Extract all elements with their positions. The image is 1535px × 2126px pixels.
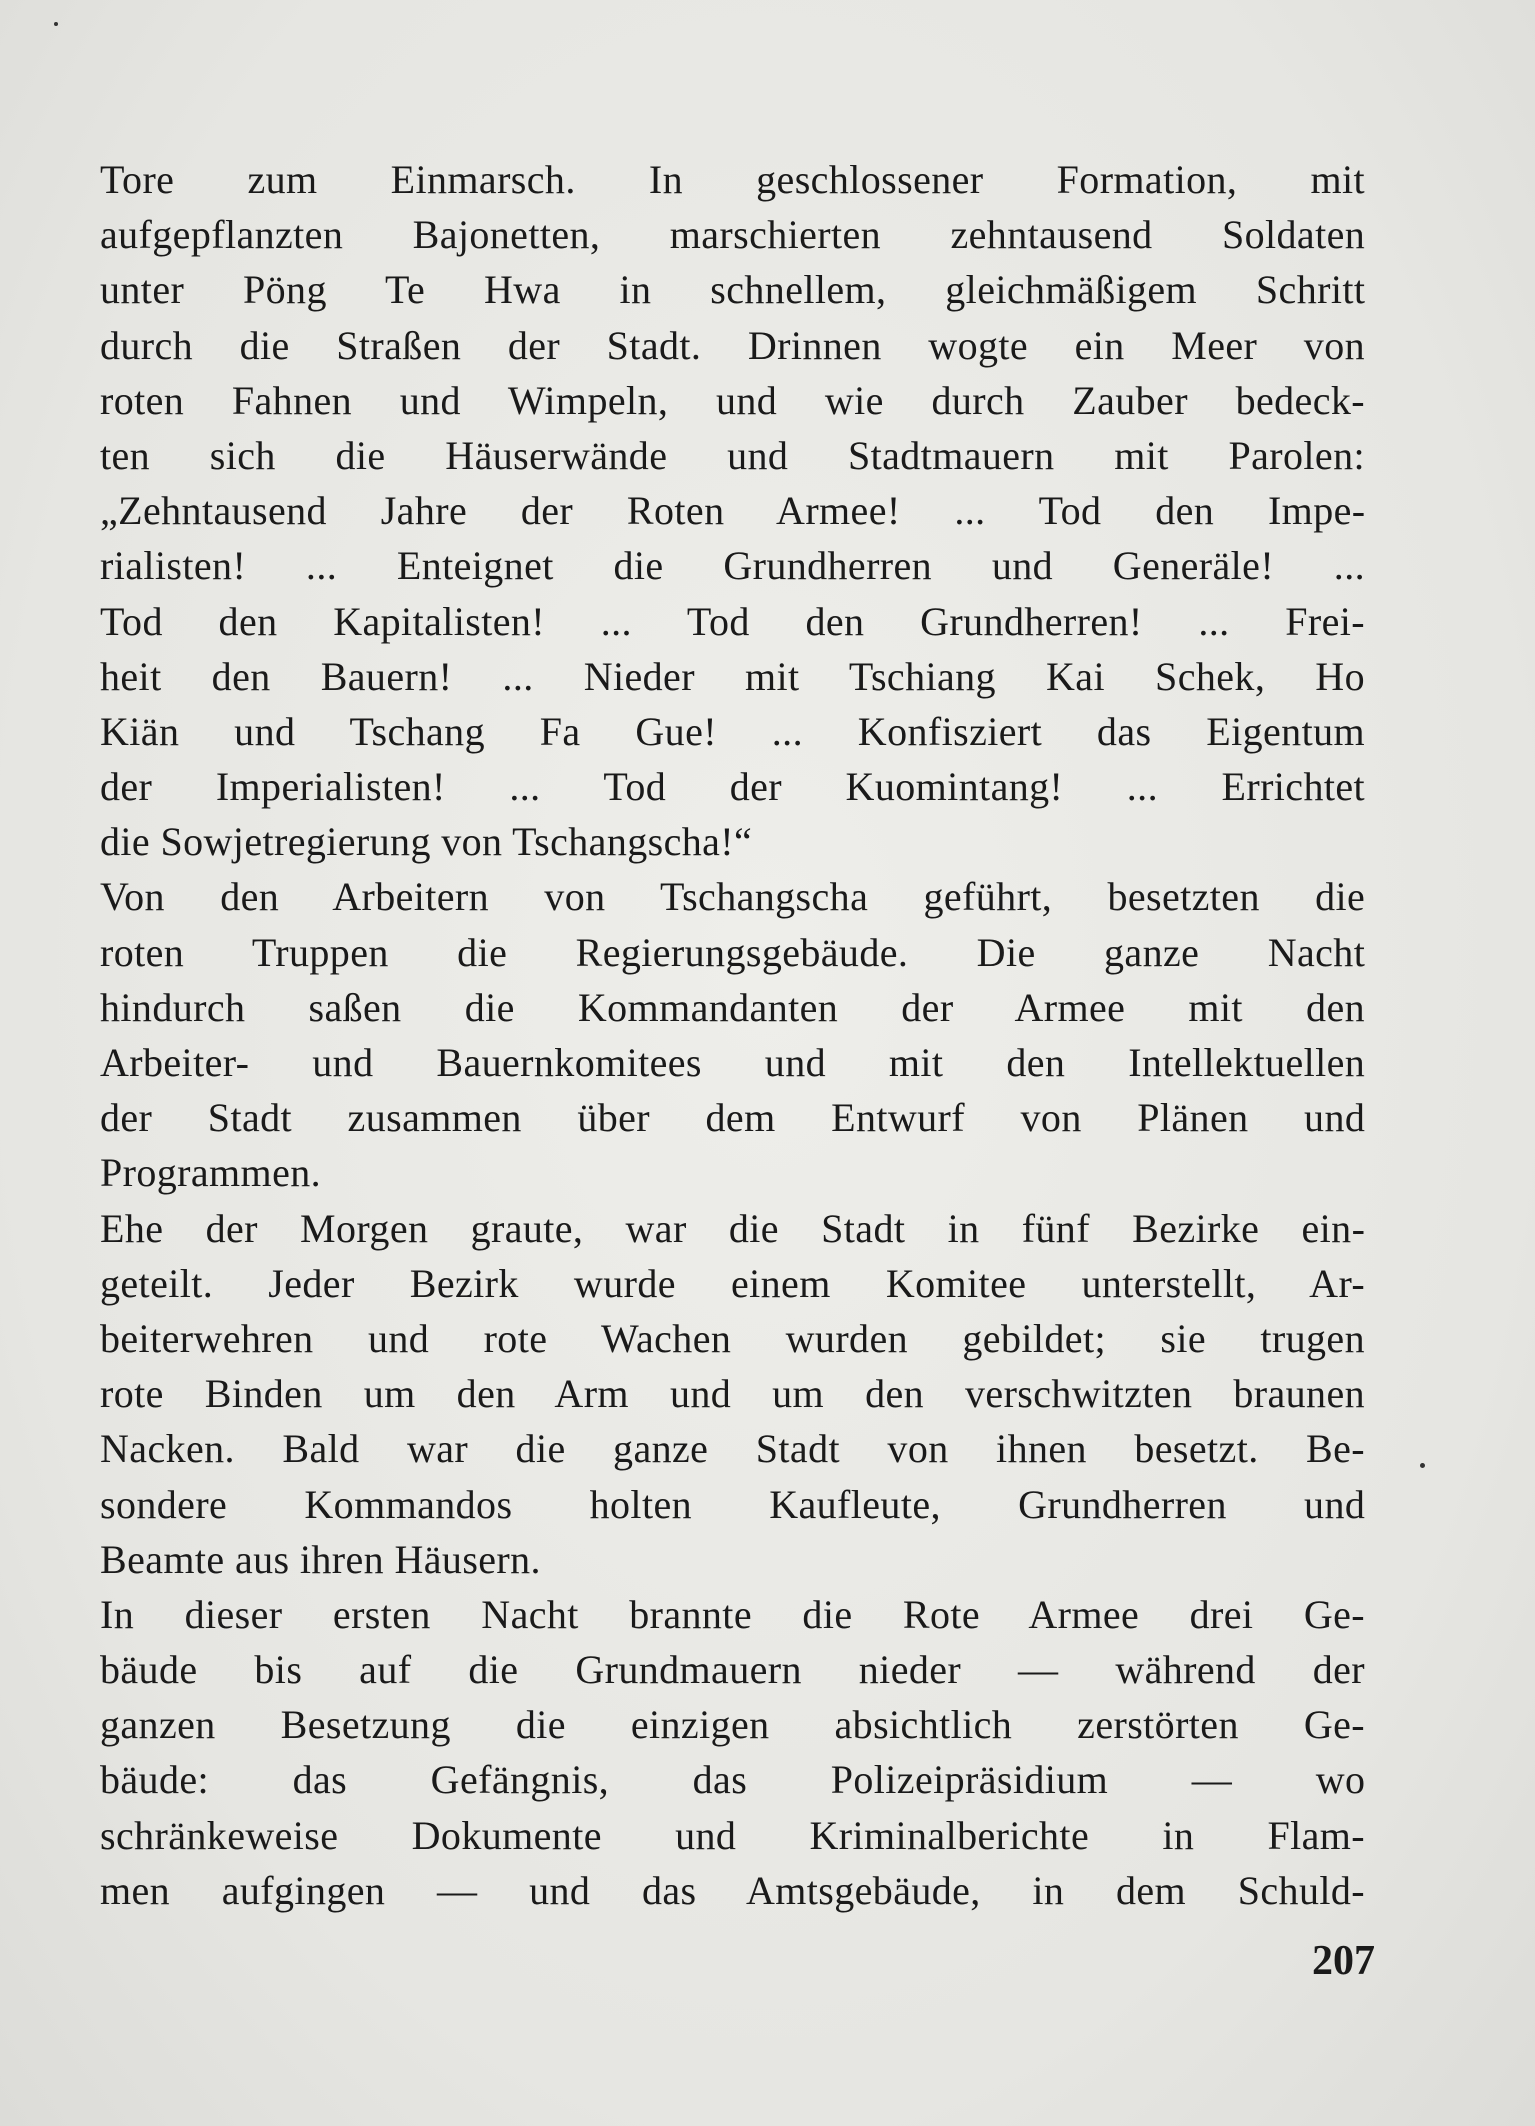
text-line: beiterwehren und rote Wachen wurden gebildet; sie trugen (100, 1315, 1365, 1361)
text-line: durch die Straßen der Stadt. Drinnen wogte ein Meer von (100, 322, 1365, 368)
text-line: Kiän und Tschang Fa Gue! ... Konfisziert das Eigentum (100, 708, 1365, 754)
text-line: Ehe der Morgen graute, war die Stadt in fünf Bezirke ein- (100, 1205, 1366, 1251)
text-line: hindurch saßen die Kommandanten der Armee mit den (100, 984, 1366, 1030)
text-line: roten Fahnen und Wimpeln, und wie durch Zauber bedeck- (100, 377, 1365, 423)
text-line: die Sowjetregierung von Tschangscha!“ (100, 819, 753, 865)
text-line: der Imperialisten! ... Tod der Kuomintang! ... Errichtet (100, 764, 1366, 810)
ink-speck (54, 22, 58, 26)
text-line: „Zehntausend Jahre der Roten Armee! ... Tod den Impe- (100, 488, 1366, 534)
text-line: der Stadt zusammen über dem Entwurf von Plänen und (100, 1095, 1366, 1141)
page-number: 207 (1312, 1938, 1375, 1984)
text-line: Von den Arbeitern von Tschangscha geführt, besetzten die (100, 874, 1366, 920)
text-line: Arbeiter- und Bauernkomitees und mit den Intellektuellen (100, 1040, 1366, 1085)
text-line: bäude bis auf die Grundmauern nieder — während der (100, 1647, 1366, 1693)
text-line: Nacken. Bald war die ganze Stadt von ihnen besetzt. Be- (100, 1426, 1365, 1472)
text-line: Tod den Kapitalisten! ... Tod den Grundherren! ... Frei- (100, 598, 1365, 644)
text-line: aufgepflanzten Bajonetten, marschierten zehntausend Soldaten (100, 212, 1366, 258)
text-line: roten Truppen die Regierungsgebäude. Die ganze Nacht (100, 929, 1366, 975)
text-line: heit den Bauern! ... Nieder mit Tschiang Kai Schek, Ho (100, 653, 1365, 699)
text-line: unter Pöng Te Hwa in schnellem, gleichmäßigem Schritt (100, 267, 1366, 313)
text-line: ganzen Besetzung die einzigen absichtlich zerstörten Ge- (100, 1702, 1365, 1748)
text-line: Beamte aus ihren Häusern. (100, 1536, 541, 1582)
text-line: Programmen. (100, 1150, 322, 1196)
text-line: bäude: das Gefängnis, das Polizeipräsidium — wo (100, 1757, 1366, 1803)
text-line: rote Binden um den Arm und um den verschwitzten braunen (100, 1371, 1365, 1417)
body-text (100, 152, 1365, 1918)
ink-speck (1420, 1463, 1425, 1468)
text-line: In dieser ersten Nacht brannte die Rote Armee drei Ge- (100, 1591, 1365, 1637)
text-line: schränkeweise Dokumente und Kriminalberichte in Flam- (100, 1812, 1365, 1858)
text-line: Tore zum Einmarsch. In geschlossener Formation, mit (100, 157, 1365, 202)
text-line: ten sich die Häuserwände und Stadtmauern mit Parolen: (100, 432, 1365, 478)
text-line: geteilt. Jeder Bezirk wurde einem Komitee unterstellt, Ar- (100, 1260, 1366, 1306)
text-line: rialisten! ... Enteignet die Grundherren und Generäle! ... (100, 543, 1365, 589)
text-line: men aufgingen — und das Amtsgebäude, in dem Schuld- (100, 1867, 1365, 1913)
text-line: sondere Kommandos holten Kaufleute, Grundherren und (100, 1481, 1366, 1527)
